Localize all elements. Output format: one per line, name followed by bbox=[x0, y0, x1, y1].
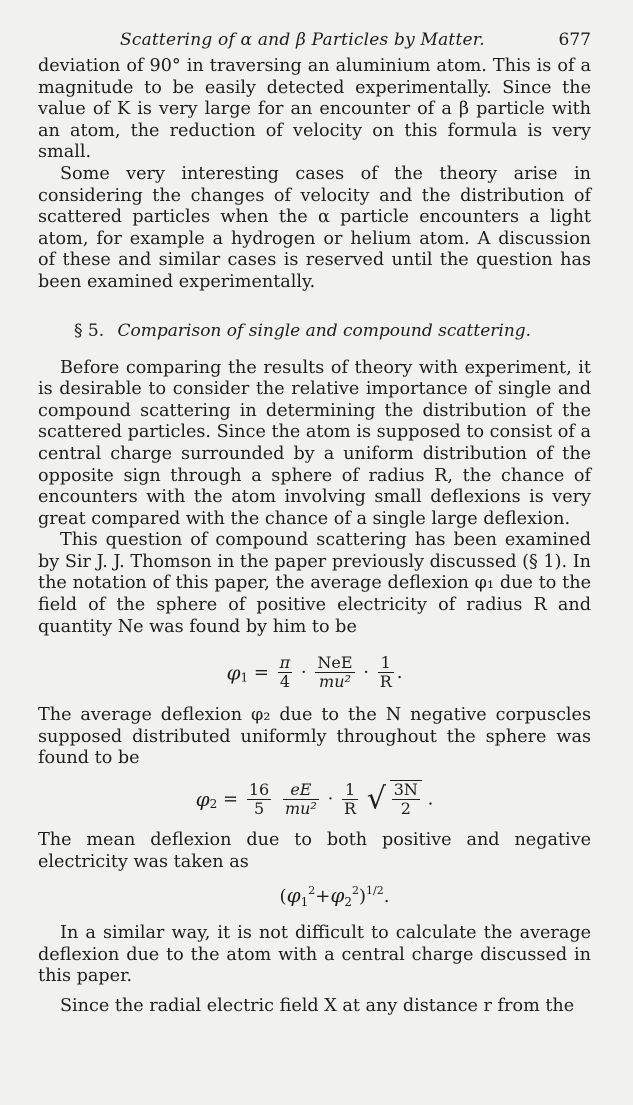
eq3-close: ) bbox=[358, 886, 367, 908]
eq1-f2-num: NeE bbox=[317, 653, 353, 673]
eq2-equals: = bbox=[223, 788, 239, 810]
eq2-fraction-2 bbox=[283, 781, 319, 818]
eq3-sup-2: 2 bbox=[351, 884, 359, 898]
eq2-f4-num: 3N bbox=[393, 780, 418, 800]
eq3-open: ( bbox=[279, 886, 287, 908]
eq1-lhs: φ bbox=[226, 660, 241, 685]
eq2-sqrt-sign: √ bbox=[366, 781, 386, 817]
eq1-dot-2: · bbox=[363, 662, 370, 684]
eq2-lhs: φ bbox=[195, 787, 210, 812]
running-head: Scattering of α and β Particles by Matter. bbox=[120, 30, 485, 50]
eq1-fraction-1 bbox=[278, 654, 293, 691]
eq1-dot-1: · bbox=[300, 662, 307, 684]
eq3-sub-1: 1 bbox=[300, 895, 309, 910]
eq3-exponent: 1/2 bbox=[366, 884, 384, 898]
eq3-end: . bbox=[383, 886, 390, 908]
eq1-fraction-3 bbox=[378, 654, 394, 691]
page-header bbox=[38, 26, 591, 56]
eq3-phi-2: φ bbox=[330, 883, 345, 908]
eq2-fraction-4 bbox=[392, 781, 420, 818]
eq1-f2-den: mu² bbox=[315, 672, 354, 691]
eq3-sup-1: 2 bbox=[308, 884, 316, 898]
paragraph-6: The mean deflexion due to both positive and negative electricity was taken as bbox=[38, 830, 591, 872]
paragraph-4: This question of compound scattering has been examined by Sir J. J. Thomson in the paper previously discussed (§ 1). In the notation of this paper, the average deflexion φ₁ due to the field of the sphere of positive electricity of radius R and quantity Ne was found by him to be bbox=[38, 530, 591, 637]
section-title: Comparison of single and compound scattering. bbox=[117, 320, 532, 341]
eq3-sub-2: 2 bbox=[344, 895, 352, 910]
eq2-lhs-sub: 2 bbox=[209, 797, 218, 812]
section-label: § 5. bbox=[74, 320, 105, 341]
eq2-f1-num: 16 bbox=[248, 779, 270, 799]
eq1-f1-num: π bbox=[279, 653, 291, 673]
eq1-f3-den: R bbox=[379, 672, 392, 692]
eq2-fraction-1 bbox=[247, 781, 271, 818]
paragraph-8: Since the radial electric field X at any distance r from the bbox=[60, 996, 575, 1016]
eq2-f4-den: 2 bbox=[392, 799, 420, 818]
eq1-end: . bbox=[396, 662, 403, 684]
eq3-phi-1: φ bbox=[286, 883, 301, 908]
eq2-f2-num: eE bbox=[290, 779, 312, 799]
eq2-fraction-3 bbox=[342, 781, 358, 818]
eq1-f3-num: 1 bbox=[380, 653, 391, 673]
paragraph-5: The average deflexion φ₂ due to the N negative corpuscles supposed distributed uniformly throughout the sphere was found to be bbox=[38, 705, 591, 769]
eq2-f1-den: 5 bbox=[247, 799, 271, 818]
section-heading bbox=[38, 320, 591, 342]
eq2-sqrt-body bbox=[390, 780, 422, 818]
eq2-f3-den: R bbox=[344, 798, 357, 818]
eq1-equals: = bbox=[253, 662, 269, 684]
equation-mean-deflexion bbox=[38, 883, 591, 909]
eq1-fraction-2 bbox=[315, 654, 354, 691]
eq3-plus: + bbox=[315, 886, 331, 908]
eq1-lhs-sub: 1 bbox=[240, 670, 249, 685]
eq2-sqrt bbox=[367, 780, 422, 818]
paragraph-3: Before comparing the results of theory with experiment, it is desirable to consider the relative importance of single and compound scattering in determining the distribution of the scattered particles. Since the atom is supposed to consist of a central charge surrounded by a uniform distribution of the opposite sign through a sphere of radius R, the chance of encounters with the atom involving small deflexions is very great compared with the chance of a single large deflexion. bbox=[38, 357, 591, 529]
eq2-dot: · bbox=[327, 788, 334, 810]
eq2-f3-num: 1 bbox=[344, 779, 356, 799]
equation-phi2 bbox=[38, 780, 591, 818]
eq1-f1-den: 4 bbox=[278, 672, 293, 691]
eq2-end: . bbox=[427, 788, 434, 810]
equation-phi1 bbox=[38, 654, 591, 691]
paragraph-7: In a similar way, it is not difficult to calculate the average deflexion due to the atom with a central charge discussed in this paper. bbox=[38, 923, 591, 987]
paragraph-1: deviation of 90° in traversing an aluminium atom. This is of a magnitude to be easily detected experimentally. Since the value of K is very large for an encounter of a β particle with an atom, the reduction of velocity on this formula is very small. bbox=[38, 56, 591, 163]
eq2-f2-den: mu² bbox=[284, 798, 317, 818]
spacer bbox=[38, 988, 591, 996]
page-number: 677 bbox=[558, 30, 591, 50]
paragraph-2: Some very interesting cases of the theory arise in considering the changes of velocity and the distribution of scattered particles when the α particle encounters a light atom, for example a hydrogen or helium atom. A discussion of these and similar cases is reserved until the question has been examined experimentally. bbox=[38, 163, 591, 292]
